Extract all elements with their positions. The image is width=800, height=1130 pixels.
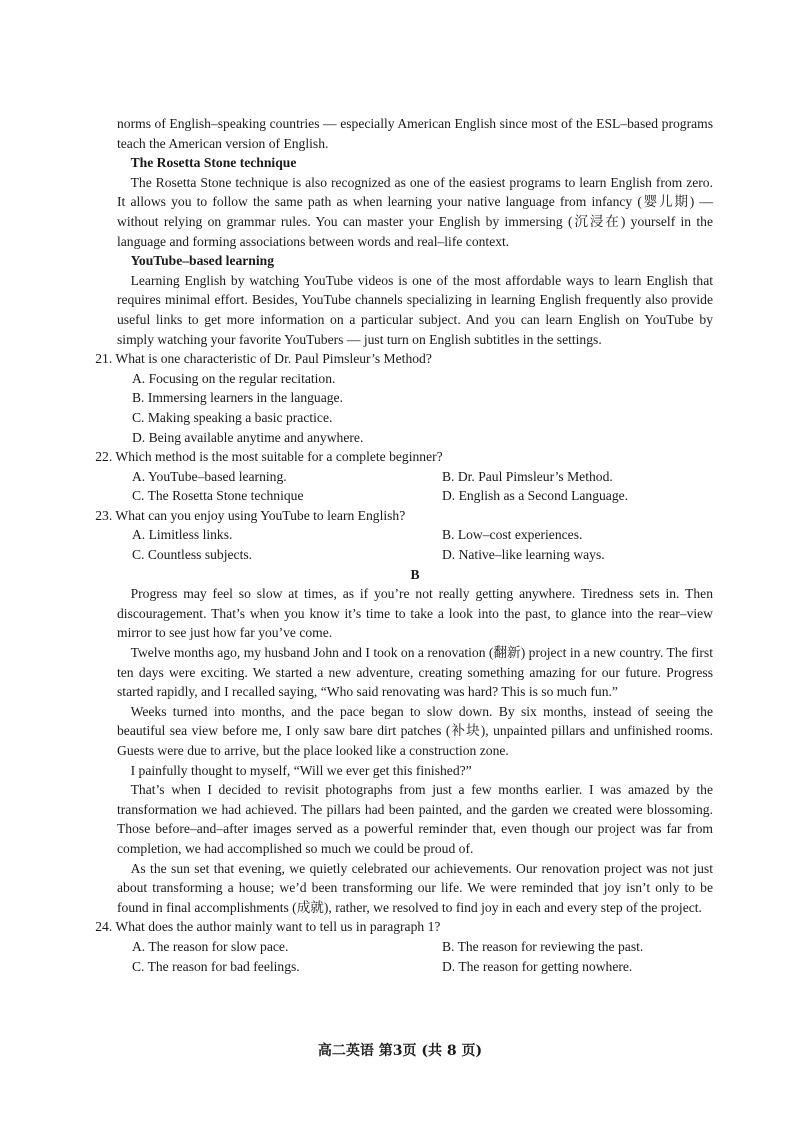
question-stem: 23. What can you enjoy using YouTube to learn English? bbox=[95, 507, 406, 523]
option-c: C. Making speaking a basic practice. bbox=[131, 409, 333, 425]
option-c: C. The reason for bad feelings. bbox=[131, 958, 300, 974]
question-stem: 21. What is one characteristic of Dr. Paul Pimsleur’s Method? bbox=[95, 351, 432, 367]
option-d: D. The reason for getting nowhere. bbox=[441, 958, 633, 974]
passage-b-label: B bbox=[410, 566, 420, 582]
option-d: D. English as a Second Language. bbox=[441, 488, 629, 504]
rosetta-paragraph: The Rosetta Stone technique is also recognized as one of the easiest programs to learn English from zero. It allows you to follow the same path as when learning your native language from infancy (婴儿期) — without relying on grammar rules. You can master your English by immersing (沉浸在) yourself in the language and forming associations between words and real–life context. bbox=[117, 174, 713, 249]
option-b: B. The reason for reviewing the past. bbox=[441, 938, 644, 954]
passage-b-paragraph: Progress may feel so slow at times, as if you’re not really getting anywhere. Tiredness sets in. Then discouragement. That’s when you know it’s time to take a look into the past, to glance into the rear–view mirror to see just how far you’ve come. bbox=[117, 586, 713, 641]
option-a: A. Focusing on the regular recitation. bbox=[131, 370, 336, 386]
passage-b-paragraph: Twelve months ago, my husband John and I took on a renovation (翻新) project in a new country. The first ten days were exciting. We started a new adventure, creating something amazing for our future. Progress started rapidly, and I recalled saying, “Who said renovating was hard? This is so much fun.” bbox=[117, 645, 713, 700]
option-d: D. Native–like learning ways. bbox=[441, 547, 605, 563]
question-stem: 22. Which method is the most suitable for a complete beginner? bbox=[95, 449, 443, 465]
option-a: A. The reason for slow pace. bbox=[131, 938, 289, 954]
passage-b-paragraph: That’s when I decided to revisit photographs from just a few months earlier. I was amazed by the transformation we had achieved. The pillars had been painted, and the garden we created were blossoming. Those before–and–after images served as a powerful reminder that, even though our project was far from completion, we had accomplished so much we could be proud of. bbox=[117, 782, 713, 856]
option-b: B. Low–cost experiences. bbox=[441, 527, 583, 543]
option-a: A. Limitless links. bbox=[131, 527, 233, 543]
passage-a-tail-paragraph: norms of English–speaking countries — especially American English since most of the ESL–based programs teach the American version of English. bbox=[117, 116, 713, 151]
question-stem: 24. What does the author mainly want to tell us in paragraph 1? bbox=[95, 919, 441, 935]
passage-b-paragraph: Weeks turned into months, and the pace began to slow down. By six months, instead of seeing the beautiful sea view before me, I only saw bare dirt patches (补块), unpainted pillars and unfinished rooms. Guests were due to arrive, but the place looked like a construction zone. bbox=[117, 703, 713, 758]
option-c: C. Countless subjects. bbox=[131, 547, 253, 563]
question-23 bbox=[95, 506, 713, 565]
option-c: C. The Rosetta Stone technique bbox=[131, 488, 304, 504]
page-footer: 高二英语 第3页 (共 8 页) bbox=[317, 1043, 483, 1059]
youtube-paragraph: Learning English by watching YouTube videos is one of the most affordable ways to learn English that requires minimal effort. Besides, YouTube channels specializing in learning English frequently also provide useful links to get more information on a particular subject. And you can learn English on YouTube by simply watching your favorite YouTubers — just turn on English subtitles in the settings. bbox=[117, 272, 713, 347]
option-a: A. YouTube–based learning. bbox=[131, 468, 287, 484]
option-d: D. Being available anytime and anywhere. bbox=[131, 429, 364, 445]
question-22 bbox=[95, 447, 713, 506]
passage-b-paragraph: I painfully thought to myself, “Will we ever get this finished?” bbox=[130, 762, 472, 778]
question-21 bbox=[95, 349, 713, 447]
page-content bbox=[95, 114, 713, 976]
youtube-heading: YouTube–based learning bbox=[130, 253, 275, 269]
passage-b-paragraph: As the sun set that evening, we quietly celebrated our achievements. Our renovation project was not just about transforming a house; we’d been transforming our life. We were reminded that joy isn’t only to be found in final accomplishments (成就), rather, we resolved to find joy in each and every step of the project. bbox=[117, 860, 713, 915]
option-b: B. Immersing learners in the language. bbox=[131, 390, 343, 406]
question-24 bbox=[95, 917, 713, 976]
option-b: B. Dr. Paul Pimsleur’s Method. bbox=[441, 468, 613, 484]
rosetta-heading: The Rosetta Stone technique bbox=[130, 155, 297, 171]
